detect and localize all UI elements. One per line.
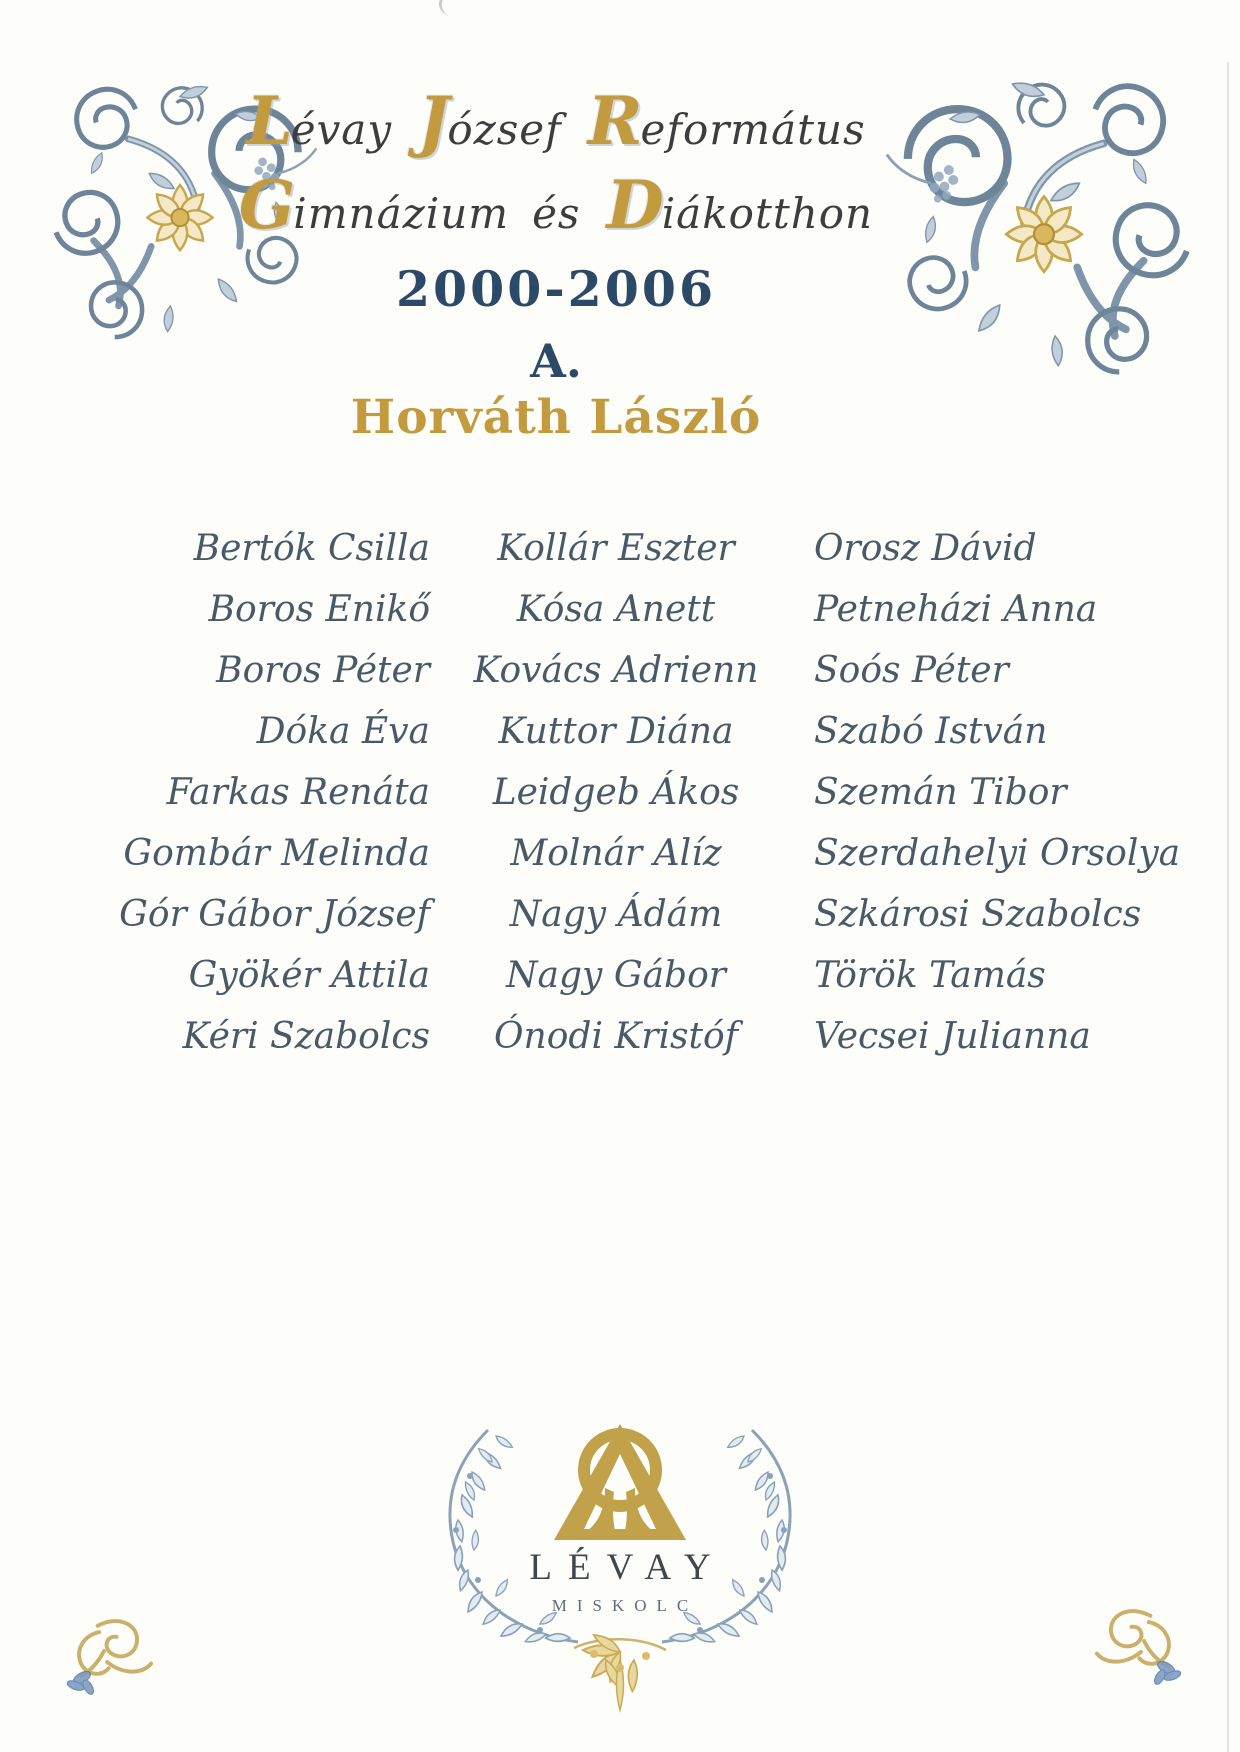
student-name: Nagy Ádám <box>509 894 723 935</box>
student-name: Kuttor Diána <box>498 711 734 752</box>
scan-speck <box>437 0 459 18</box>
word-rest: és <box>532 189 581 238</box>
student-name: Boros Péter <box>216 650 430 691</box>
school-name-line1 <box>0 82 1112 160</box>
student-name: Leidgeb Ákos <box>492 772 740 813</box>
student-name: Gyökér Attila <box>188 955 430 996</box>
school-word <box>238 166 510 244</box>
ornate-initial: J <box>418 82 451 160</box>
student-name: Kósa Anett <box>516 589 716 630</box>
class-teacher-name: Horváth László <box>350 390 762 445</box>
student-name: Szabó István <box>814 711 1048 752</box>
logo-city-name: MISKOLC <box>551 1596 699 1615</box>
class-letter: A. <box>530 334 582 388</box>
student-name: Szkárosi Szabolcs <box>814 894 1142 935</box>
school-word <box>587 82 866 160</box>
class-years: 2000-2006 <box>395 260 717 318</box>
student-name: Dóka Éva <box>256 711 430 752</box>
word-rest: imnázium <box>293 189 510 238</box>
student-name: Orosz Dávid <box>814 528 1037 569</box>
school-word <box>606 166 874 244</box>
ornate-initial: D <box>606 166 665 244</box>
student-name: Szemán Tibor <box>814 772 1067 813</box>
student-name-list <box>0 518 1240 1067</box>
student-name: Boros Enikő <box>208 589 430 630</box>
student-name: Farkas Renáta <box>166 772 430 813</box>
school-name-line2 <box>0 166 1112 244</box>
student-name: Nagy Gábor <box>506 955 726 996</box>
gold-flourish-ornament-icon <box>52 1608 170 1716</box>
gold-flourish-ornament-icon <box>1078 1598 1196 1706</box>
logo-school-name: LÉVAY <box>529 1547 727 1588</box>
word-rest: iákotthon <box>661 189 874 238</box>
school-logo <box>400 1400 840 1730</box>
student-name: Molnár Alíz <box>510 833 722 874</box>
word-rest: évay <box>290 105 393 154</box>
student-name: Petneházi Anna <box>814 589 1098 630</box>
ornate-initial: L <box>246 82 294 160</box>
word-rest: ózsef <box>447 105 562 154</box>
student-name: Kovács Adrienn <box>473 650 759 691</box>
alpha-omega-monogram-icon <box>554 1424 686 1540</box>
gold-floral-ornament-icon <box>574 1629 666 1710</box>
student-name: Kéri Szabolcs <box>182 1016 430 1057</box>
student-name: Bertók Csilla <box>193 528 430 569</box>
ornate-initial: R <box>587 82 644 160</box>
student-name: Kollár Eszter <box>497 528 735 569</box>
student-name: Soós Péter <box>814 650 1009 691</box>
word-rest: eformátus <box>640 105 866 154</box>
student-name: Gór Gábor József <box>119 894 430 935</box>
school-word <box>418 82 562 160</box>
student-name: Gombár Melinda <box>123 833 430 874</box>
student-name: Vecsei Julianna <box>814 1016 1091 1057</box>
student-name: Szerdahelyi Orsolya <box>814 833 1181 874</box>
student-name: Ónodi Kristóf <box>494 1016 738 1057</box>
school-word <box>532 189 581 238</box>
ornate-initial: G <box>238 166 297 244</box>
student-name: Török Tamás <box>814 955 1046 996</box>
school-word <box>246 82 393 160</box>
